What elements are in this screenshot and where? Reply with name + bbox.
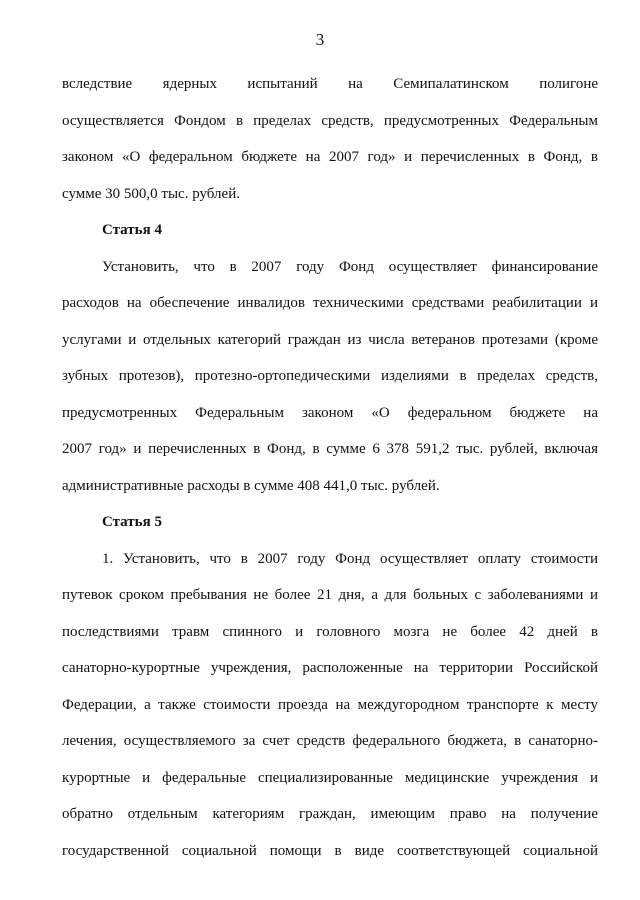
text-line: зубных протезов), протезно-ортопедическими изделиями в пределах средств, <box>62 368 598 384</box>
text-line: законом «О федеральном бюджете на 2007 год» и перечисленных в Фонд, в <box>62 149 598 165</box>
text-line: государственной социальной помощи в виде соответствующей социальной <box>62 842 598 859</box>
text-line: сумме 30 500,0 тыс. рублей. <box>62 185 240 202</box>
text-line: Установить, что в 2007 году Фонд осуществляет финансирование <box>102 258 598 275</box>
text-line: вследствие ядерных испытаний на Семипалатинском полигоне <box>62 76 598 92</box>
text-line: административные расходы в сумме 408 441,0 тыс. рублей. <box>62 477 440 494</box>
text-line: 1. Установить, что в 2007 году Фонд осуществляет оплату стоимости <box>102 550 598 567</box>
article-heading: Статья 5 <box>102 514 162 530</box>
text-line: санаторно-курортные учреждения, расположенные на территории Российской <box>62 660 598 676</box>
text-line: курортные и федеральные специализированные медицинские учреждения и <box>62 769 598 786</box>
text-line: последствиями травм спинного и головного мозга не более 42 дней в <box>62 623 598 640</box>
text-line: лечения, осуществляемого за счет средств федерального бюджета, в санаторно- <box>62 733 598 749</box>
page-number: 3 <box>315 30 325 49</box>
text-line: 2007 год» и перечисленных в Фонд, в сумме 6 378 591,2 тыс. рублей, включая <box>62 441 598 457</box>
article-heading: Статья 4 <box>102 222 162 238</box>
document-body <box>62 66 598 869</box>
text-line: обратно отдельным категориям граждан, имеющим право на получение <box>62 806 598 822</box>
text-line: предусмотренных Федеральным законом «О федеральном бюджете на <box>62 404 598 421</box>
text-line: Федерации, а также стоимости проезда на междугородном транспорте к месту <box>62 696 598 713</box>
text-line: путевок сроком пребывания не более 21 дня, а для больных с заболеваниями и <box>62 587 598 603</box>
text-line: расходов на обеспечение инвалидов техническими средствами реабилитации и <box>62 295 598 311</box>
text-line: услугами и отдельных категорий граждан из числа ветеранов протезами (кроме <box>62 331 598 348</box>
text-line: осуществляется Фондом в пределах средств, предусмотренных Федеральным <box>62 112 598 129</box>
